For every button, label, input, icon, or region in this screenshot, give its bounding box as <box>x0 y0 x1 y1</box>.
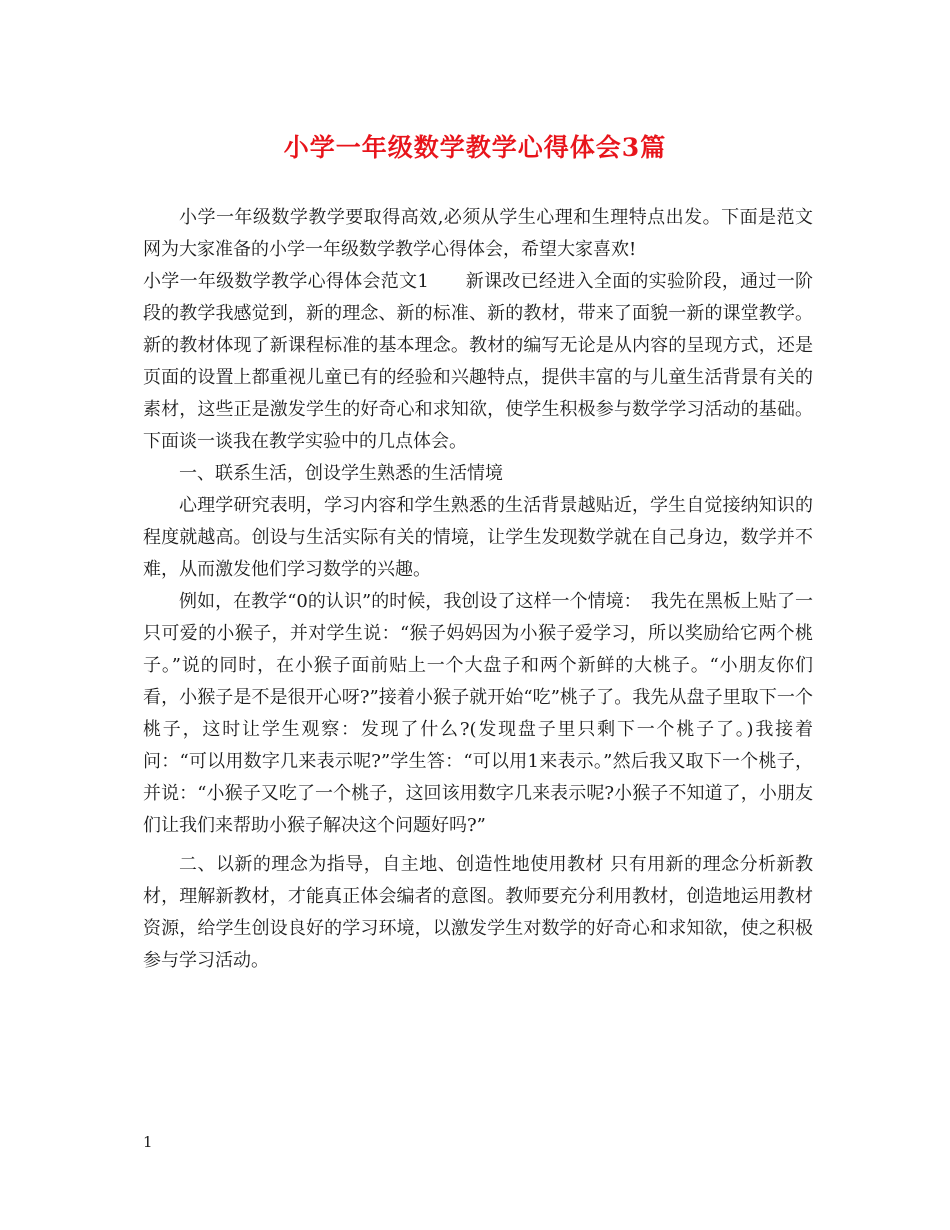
document-body <box>143 202 813 977</box>
page-number: 1 <box>143 1133 153 1151</box>
section-heading-2: 二、以新的理念为指导，自主地、创造性地使用教材 只有用新的理念分析新教材，理解新教材，才能真正体会编者的意图。教师要充分利用教材，创造地运用教材资源，给学生创设良好的学习环境，以激发学生对数学的好奇心和求知欲，使之积极参与学习活动。 <box>143 854 813 971</box>
paragraph-intro: 小学一年级数学教学要取得高效,必须从学生心理和生理特点出发。下面是范文网为大家准备的小学一年级数学教学心得体会，希望大家喜欢! <box>143 207 813 260</box>
document-title: 小学一年级数学教学心得体会3篇 <box>283 133 667 162</box>
paragraph-example: 例如，在教学“0的认识”的时候，我创设了这样一个情境： 我先在黑板上贴了一只可爱的小猴子，并对学生说：“猴子妈妈因为小猴子爱学习，所以奖励给它两个桃子。”说的同时，在小猴子面前贴上一个大盘子和两个新鲜的大桃子。“小朋友你们看，小猴子是不是很开心呀?”接着小猴子就开始“吃”桃子了。我先从盘子里取下一个桃子，这时让学生观察：发现了什么?(发现盘子里只剩下一个桃子了。)我接着问：“可以用数字几来表示呢?”学生答：“可以用1来表示。”然后我又取下一个桃子，并说：“小猴子又吃了一个桃子，这回该用数字几来表示呢?小猴子不知道了，小朋友们让我们来帮助小猴子解决这个问题好吗?” <box>143 591 813 836</box>
paragraph-psychology: 心理学研究表明，学习内容和学生熟悉的生活背景越贴近，学生自觉接纳知识的程度就越高。创设与生活实际有关的情境，让学生发现数学就在自己身边，数学并不难，从而激发他们学习数学的兴趣。 <box>143 495 813 580</box>
paragraph-article-1: 小学一年级数学教学心得体会范文1 新课改已经进入全面的实验阶段，通过一阶段的教学我感觉到，新的理念、新的标准、新的教材，带来了面貌一新的课堂教学。新的教材体现了新课程标准的基本理念。教材的编写无论是从内容的呈现方式，还是页面的设置上都重视儿童已有的经验和兴趣特点，提供丰富的与儿童生活背景有关的素材，这些正是激发学生的好奇心和求知欲，使学生积极参与数学学习活动的基础。下面谈一谈我在教学实验中的几点体会。 <box>143 271 813 452</box>
section-heading-1: 一、联系生活，创设学生熟悉的生活情境 <box>179 463 503 484</box>
